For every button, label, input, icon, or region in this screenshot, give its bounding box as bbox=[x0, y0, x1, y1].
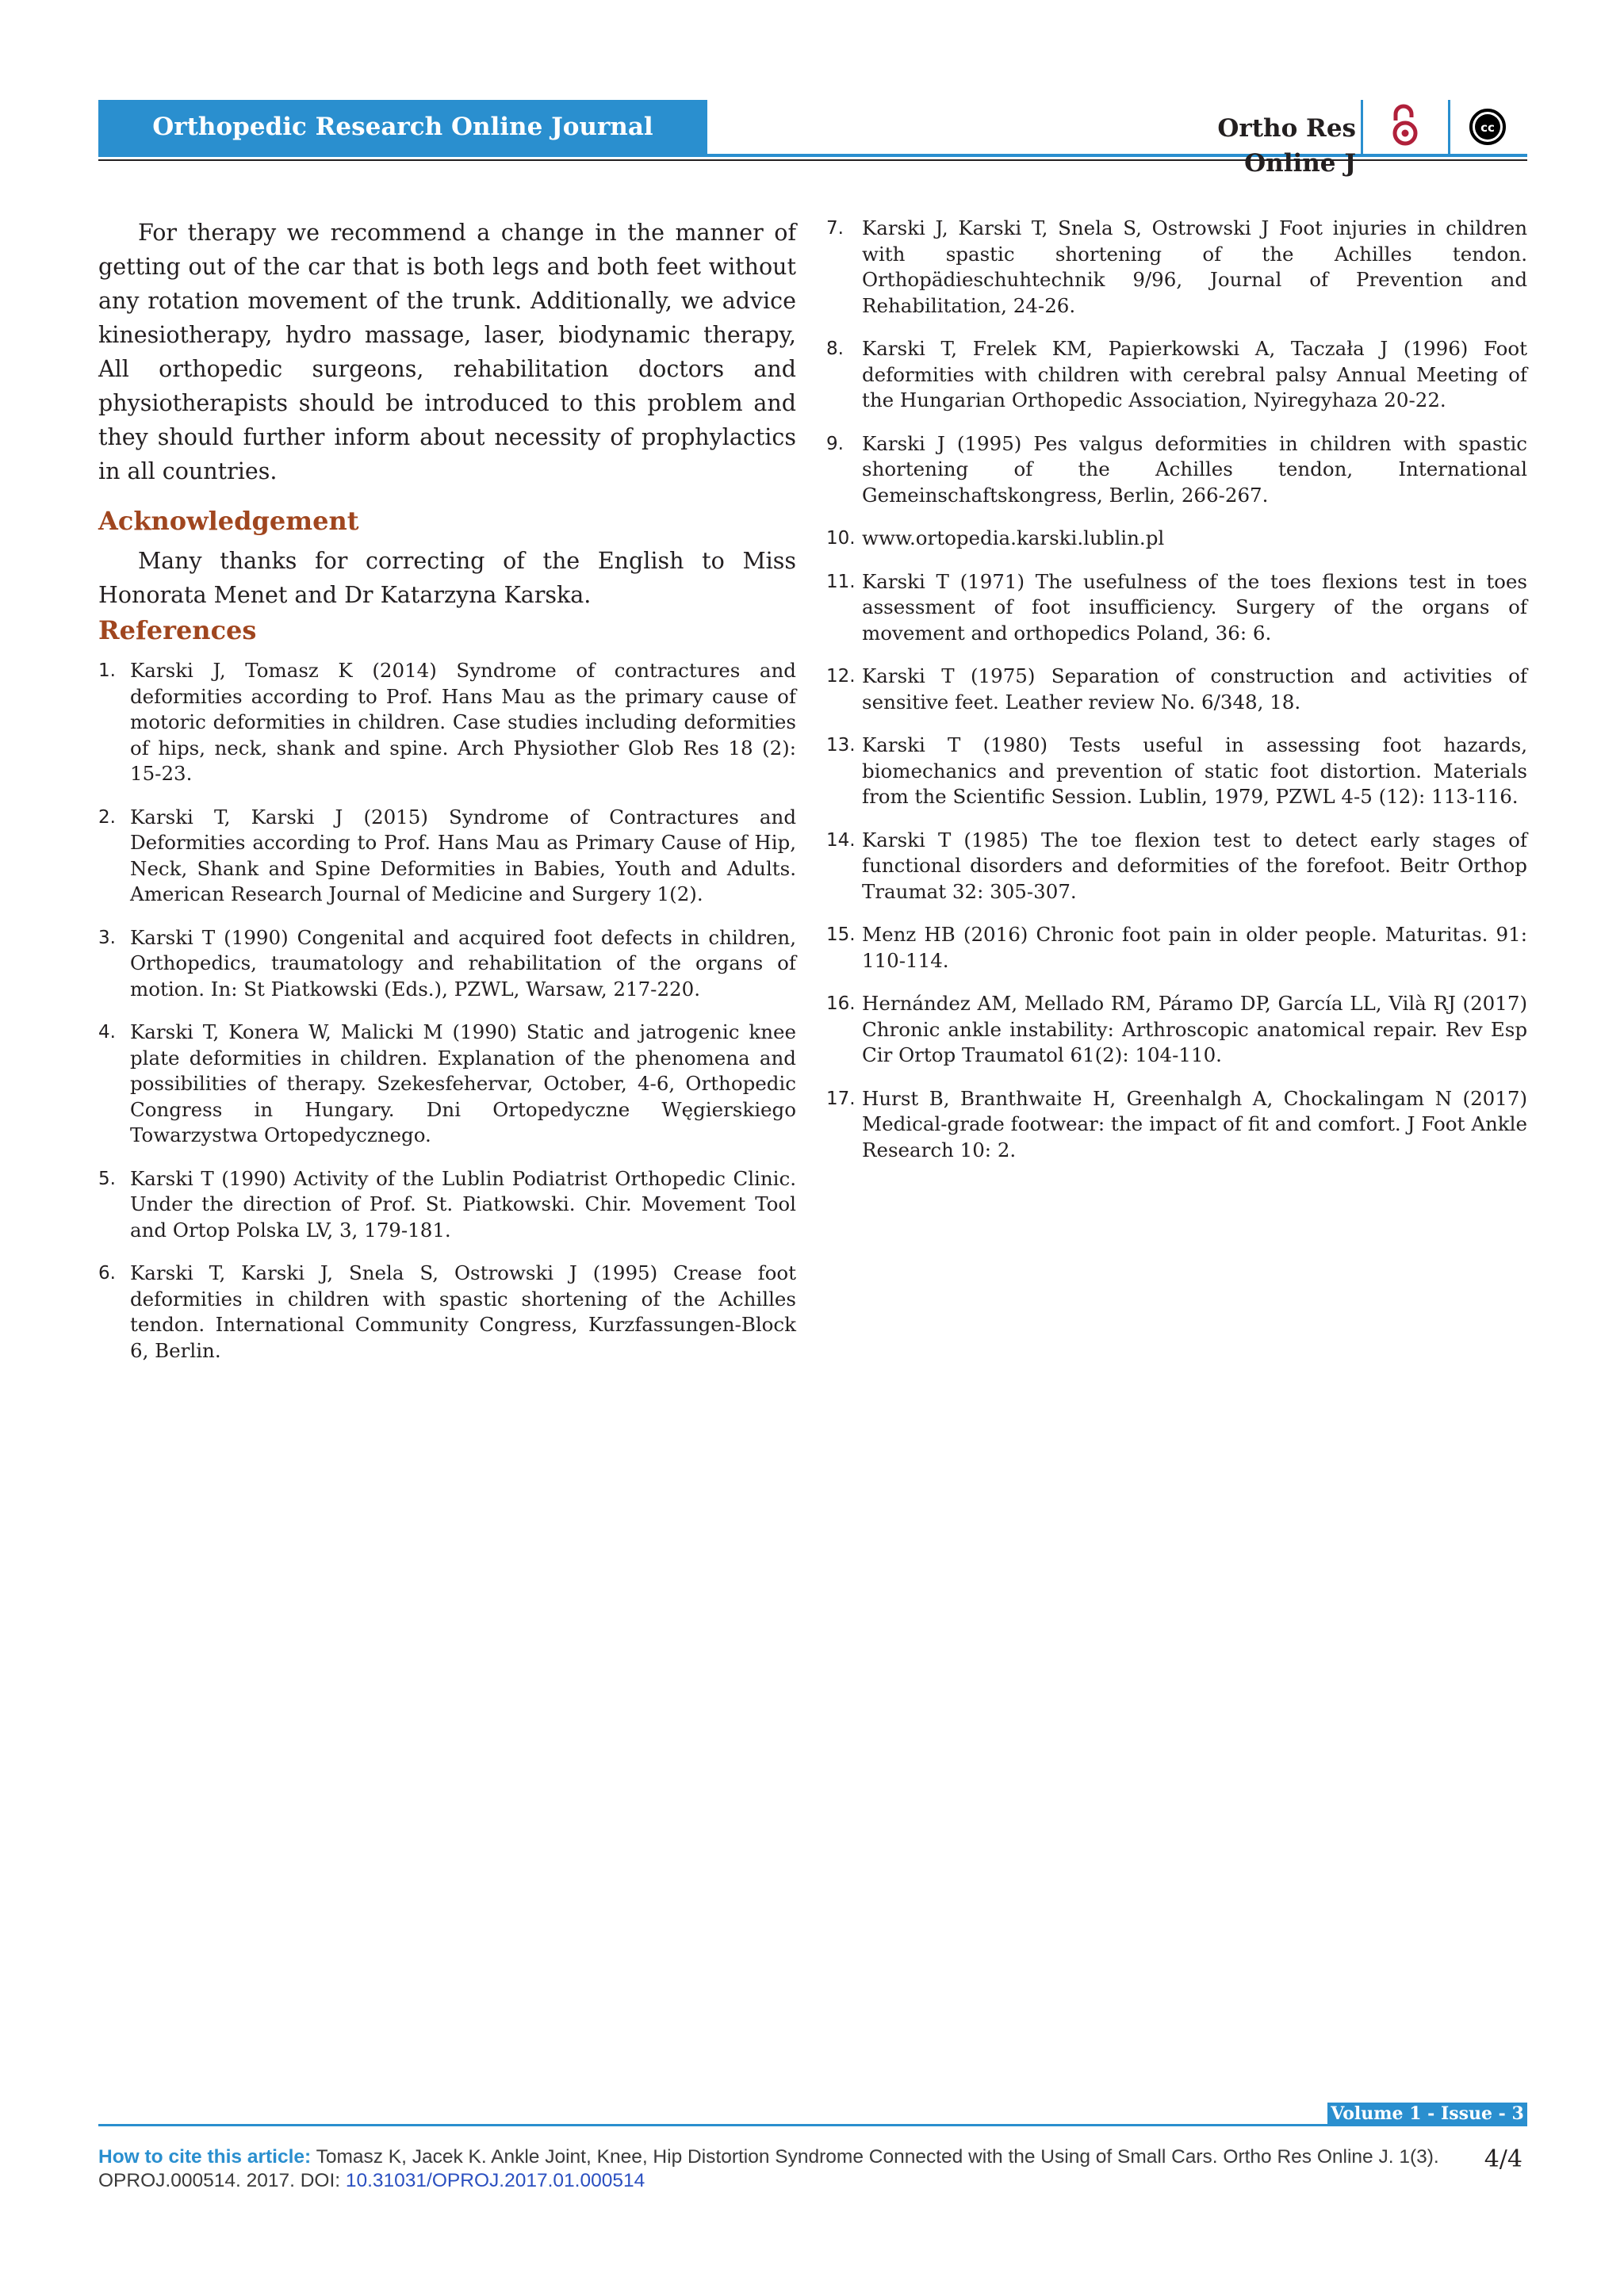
creative-commons-icon bbox=[1469, 108, 1507, 146]
volume-issue-badge: Volume 1 - Issue - 3 bbox=[1327, 2103, 1527, 2125]
citation-text: Tomasz K, Jacek K. Ankle Joint, Knee, Hip Distortion Syndrome Connected with the Using of Small Cars. Ortho Res Online J. 1(3). OPROJ.000514. 2017. DOI: bbox=[98, 2146, 1439, 2191]
journal-abbreviation: Ortho Res Online J bbox=[1217, 114, 1356, 178]
svg-text:cc: cc bbox=[1480, 121, 1495, 135]
header-separator bbox=[1448, 100, 1450, 154]
reference-item: 4. Karski T, Konera W, Malicki M (1990) Static and jatrogenic knee plate deformities in children. Explanation of the phenomena and possibilities of therapy. Szekesfehervar, October, 4-6, Orthopedic Congress in Hungary. Dni Ortopedyczne Węgierskiego Towarzystwa Ortopedycznego. bbox=[98, 1020, 796, 1146]
reference-item: 13. Karski T (1980) Tests useful in assessing foot hazards, biomechanics and prevention of static foot distortion. Materials from the Scientific Session. Lublin, 1979, PZWL 4-5 (12): 113-116. bbox=[826, 733, 1527, 808]
reference-item: 11. Karski T (1971) The usefulness of the toes flexions test in toes assessment of foot insufficiency. Surgery of the organs of movement and orthopedics Poland, 36: 6. bbox=[826, 569, 1527, 645]
reference-item: 15. Menz HB (2016) Chronic foot pain in older people. Maturitas. 91: 110-114. bbox=[826, 923, 1527, 972]
page-number: 4/4 bbox=[1484, 2145, 1522, 2173]
reference-item: 16. Hernández AM, Mellado RM, Páramo DP, García LL, Vilà RJ (2017) Chronic ankle instability: Arthroscopic anatomical repair. Rev Esp Cir Ortop Traumatol 61(2): 104-110. bbox=[826, 992, 1527, 1066]
reference-list-right bbox=[826, 216, 1527, 1163]
acknowledgement-heading: Acknowledgement bbox=[98, 506, 359, 536]
reference-link-item[interactable]: 10. www.ortopedia.karski.lublin.pl bbox=[826, 526, 1165, 549]
right-column bbox=[826, 216, 1527, 1163]
citation-block bbox=[98, 2145, 1446, 2193]
citation-label: How to cite this article: bbox=[98, 2146, 312, 2168]
reference-item: 5. Karski T (1990) Activity of the Lublin Podiatrist Orthopedic Clinic. Under the direction of Prof. St. Piatkowski. Chir. Movement Tool and Ortop Polska LV, 3, 179-181. bbox=[98, 1166, 796, 1242]
left-column bbox=[98, 216, 796, 1364]
references-heading: References bbox=[98, 615, 257, 645]
acknowledgement-paragraph: Many thanks for correcting of the English to Miss Honorata Menet and Dr Katarzyna Karska. bbox=[98, 548, 796, 608]
reference-item: 1. Karski J, Tomasz K (2014) Syndrome of contractures and deformities according to Prof. Hans Mau as the primary cause of motoric deformities in children. Case studies including deformities of hips, neck, shank and spine. Arch Physiother Glob Res 18 (2): 15-23. bbox=[98, 659, 796, 785]
reference-item: 7. Karski J, Karski T, Snela S, Ostrowski J Foot injuries in children with spastic shortening of the Achilles tendon. Orthopädieschuhtechnik 9/96, Journal of Prevention and Rehabilitation, 24-26. bbox=[826, 216, 1527, 317]
reference-list-left bbox=[98, 658, 796, 1364]
reference-item: 6. Karski T, Karski J, Snela S, Ostrowski J (1995) Crease foot deformities in children with spastic shortening of the Achilles tendon. International Community Congress, Kurzfassungen-Block 6, Berlin. bbox=[98, 1261, 796, 1362]
header-separator bbox=[1361, 100, 1363, 154]
journal-name-banner: Orthopedic Research Online Journal bbox=[98, 100, 707, 154]
reference-item: 9. Karski J (1995) Pes valgus deformities in children with spastic shortening of the Achilles tendon, International Gemeinschaftskongress, Berlin, 266-267. bbox=[826, 431, 1527, 507]
doi-link[interactable]: 10.31031/OPROJ.2017.01.000514 bbox=[345, 2170, 645, 2191]
open-access-icon bbox=[1388, 103, 1423, 147]
reference-item: 3. Karski T (1990) Congenital and acquired foot defects in children, Orthopedics, traumatology and rehabilitation of the organs of motion. In: St Piatkowski (Eds.), PZWL, Warsaw, 217-220. bbox=[98, 925, 796, 1001]
footer-rule bbox=[98, 2124, 1527, 2126]
conclusion-paragraph: For therapy we recommend a change in the manner of getting out of the car that is both legs and both feet without any rotation movement of the trunk. Additionally, we advice kinesiotherapy, hydro massage, laser, biodynamic therapy, All orthopedic surgeons, rehabilitation doctors and physiotherapists should be introduced to this problem and they should further inform about necessity of prophylactics in all countries. bbox=[98, 220, 796, 484]
reference-item: 2. Karski T, Karski J (2015) Syndrome of Contractures and Deformities according to Prof. Hans Mau as Primary Cause of Hip, Neck, Shank and Spine Deformities in Babies, Youth and Adults. American Research Journal of Medicine and Surgery 1(2). bbox=[98, 805, 796, 905]
reference-item: 12. Karski T (1975) Separation of construction and activities of sensitive feet. Leather review No. 6/348, 18. bbox=[826, 664, 1527, 714]
reference-item: 14. Karski T (1985) The toe flexion test to detect early stages of functional disorders and deformities of the forefoot. Beitr Orthop Traumat 32: 305-307. bbox=[826, 828, 1527, 903]
reference-item: 17. Hurst B, Branthwaite H, Greenhalgh A, Chockalingam N (2017) Medical-grade footwear: the impact of fit and comfort. J Foot Ankle Research 10: 2. bbox=[826, 1086, 1527, 1161]
reference-item: 8. Karski T, Frelek KM, Papierkowski A, Taczała J (1996) Foot deformities with children with cerebral palsy Annual Meeting of the Hungarian Orthopedic Association, Nyiregyhaza 20-22. bbox=[826, 337, 1527, 411]
